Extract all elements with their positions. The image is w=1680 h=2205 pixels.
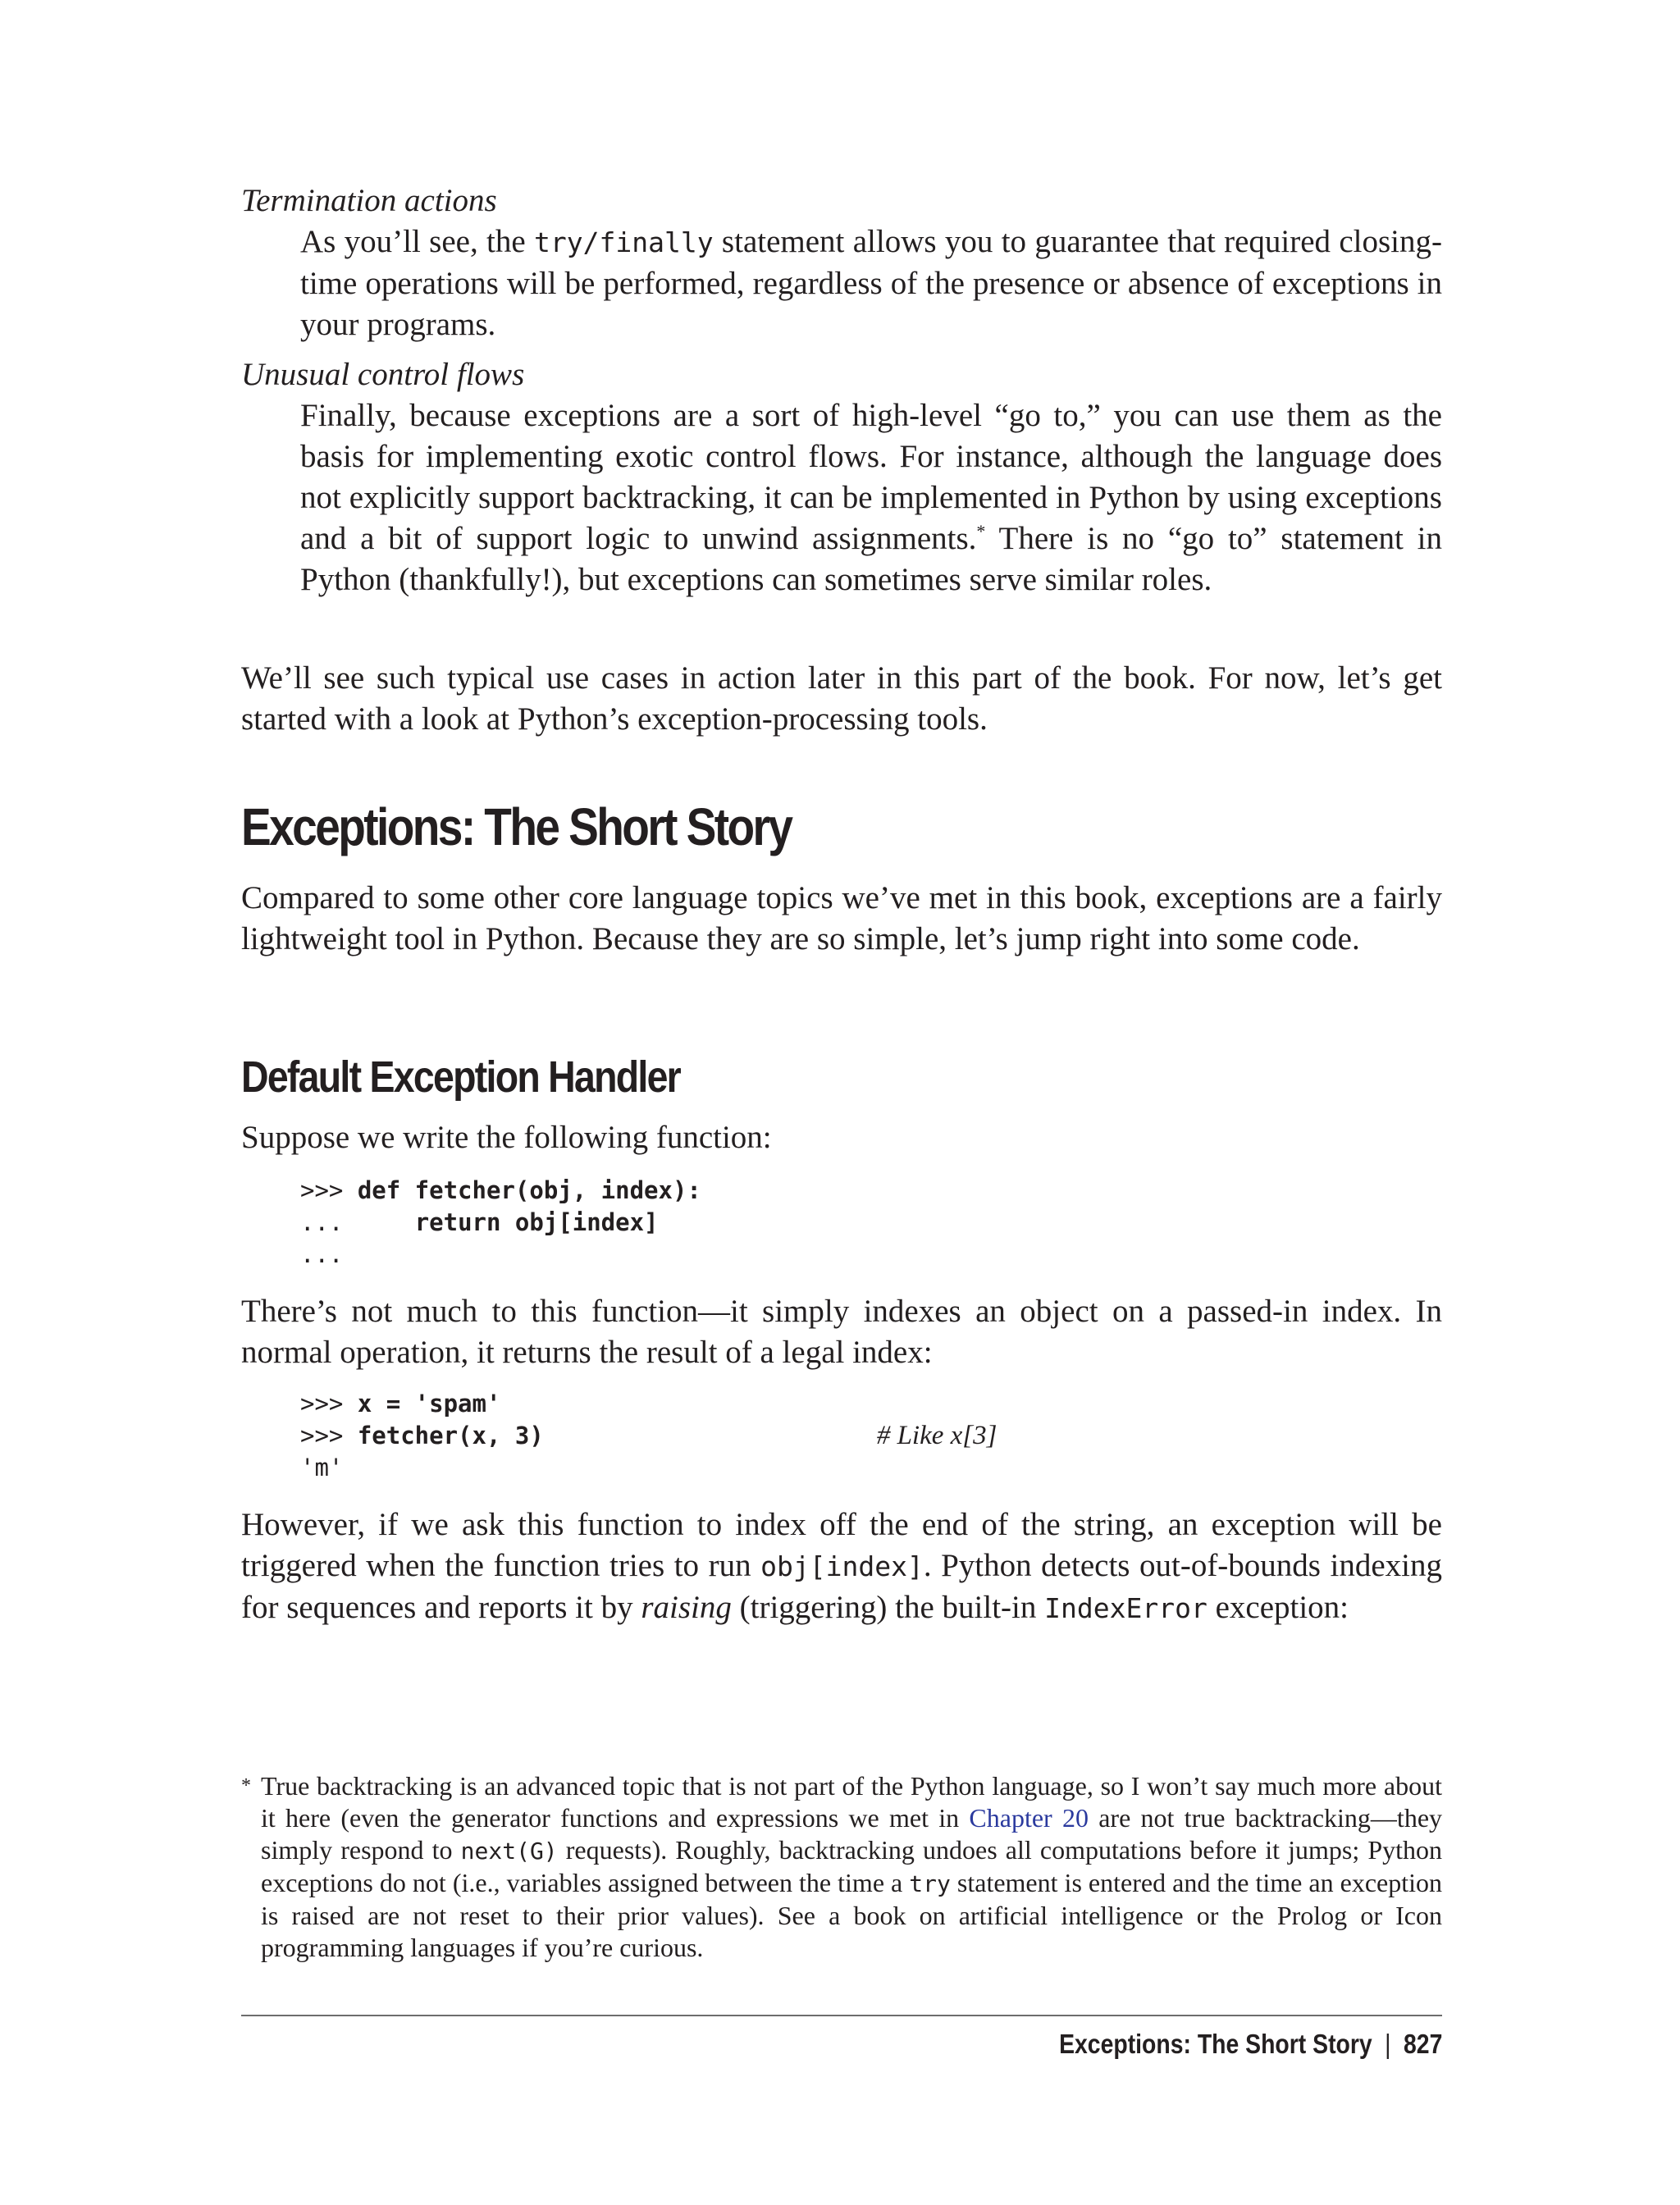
- section-heading: Exceptions: The Short Story: [241, 797, 792, 856]
- emphasis: raising: [641, 1590, 732, 1625]
- code-block-spam: [300, 1388, 997, 1484]
- page-number: 827: [1403, 2029, 1442, 2059]
- running-footer: [1059, 2026, 1442, 2062]
- code-line: >>> def fetcher(obj, index):: [300, 1176, 701, 1204]
- term-termination-actions: Termination actions: [241, 183, 497, 218]
- footnote-reference[interactable]: *: [976, 521, 986, 541]
- chapter-20-link[interactable]: Chapter 20: [969, 1803, 1089, 1833]
- footnote-marker: *: [241, 1775, 251, 1796]
- code-line: >>> fetcher(x, 3) # Like x[3]: [300, 1421, 998, 1450]
- code-block-fetcher: [300, 1175, 701, 1271]
- code-line: >>> x = 'spam': [300, 1390, 501, 1418]
- footer-separator: |: [1384, 2029, 1391, 2059]
- code-line: 'm': [300, 1454, 344, 1481]
- term-unusual-control-flows: Unusual control flows: [241, 357, 525, 392]
- paragraph-intro: We’ll see such typical use cases in action later in this part of the book. For now, let’s get started with a look at Python’s exception-processing tools.: [241, 660, 1442, 737]
- inline-code: try: [909, 1870, 951, 1897]
- paragraph-short-story: Compared to some other core language topics we’ve met in this book, exceptions are a fairly lightweight tool in Python. Because they are so simple, let’s jump right into some code.: [241, 880, 1442, 956]
- footnote: [241, 1770, 1442, 1964]
- inline-code: obj[index]: [760, 1550, 924, 1582]
- definition-unusual-control-flows: Finally, because exceptions are a sort of high-level “go to,” you can use them as the basis for implementing exotic control flows. For instance, although the language does not explicitly support backtracking, it can be implemented in Python by using exceptions and a bit of support logic to unwind assignments.* There is no “go to” statement in Python (thankfully!), but exceptions can sometimes serve similar roles.: [300, 398, 1442, 597]
- inline-code: IndexError: [1044, 1592, 1208, 1624]
- footer-rule: [241, 2015, 1442, 2016]
- subsection-heading: Default Exception Handler: [241, 1052, 681, 1102]
- definition-termination-actions: As you’ll see, the try/finally statement allows you to guarantee that required closing-time operations will be performed, regardless of the presence or absence of exceptions in your programs.: [300, 224, 1442, 342]
- paragraph-however: However, if we ask this function to index off the end of the string, an exception will be triggered when the function tries to run obj[index]. Python detects out-of-bounds indexing for sequences and reports it by raising (triggering) the built-in IndexError exception:: [241, 1507, 1442, 1625]
- paragraph-suppose: Suppose we write the following function:: [241, 1120, 772, 1155]
- paragraph-not-much: There’s not much to this function—it simply indexes an object on a passed-in index. In normal operation, it returns the result of a legal index:: [241, 1294, 1442, 1370]
- inline-code: next(G): [460, 1838, 558, 1865]
- code-comment: # Like x[3]: [876, 1421, 998, 1450]
- footnote-text: True backtracking is an advanced topic that is not part of the Python language, so I won’t say much more about it here (even the generator functions and expressions we met in Chapter 20 are not true backtracking—they simply respond to next(G) requests). Roughly, backtracking undoes all computations before it jumps; Python exceptions do not (i.e., variables assigned between the time a try statement is entered and the time an exception is raised are not reset to their prior values). See a book on artificial intelligence or the Prolog or Icon programming languages if you’re curious.: [261, 1771, 1443, 1962]
- code-line: ...: [300, 1240, 344, 1268]
- inline-code: try/finally: [534, 226, 714, 258]
- footer-title: Exceptions: The Short Story: [1058, 2029, 1372, 2059]
- code-line: ... return obj[index]: [300, 1208, 659, 1236]
